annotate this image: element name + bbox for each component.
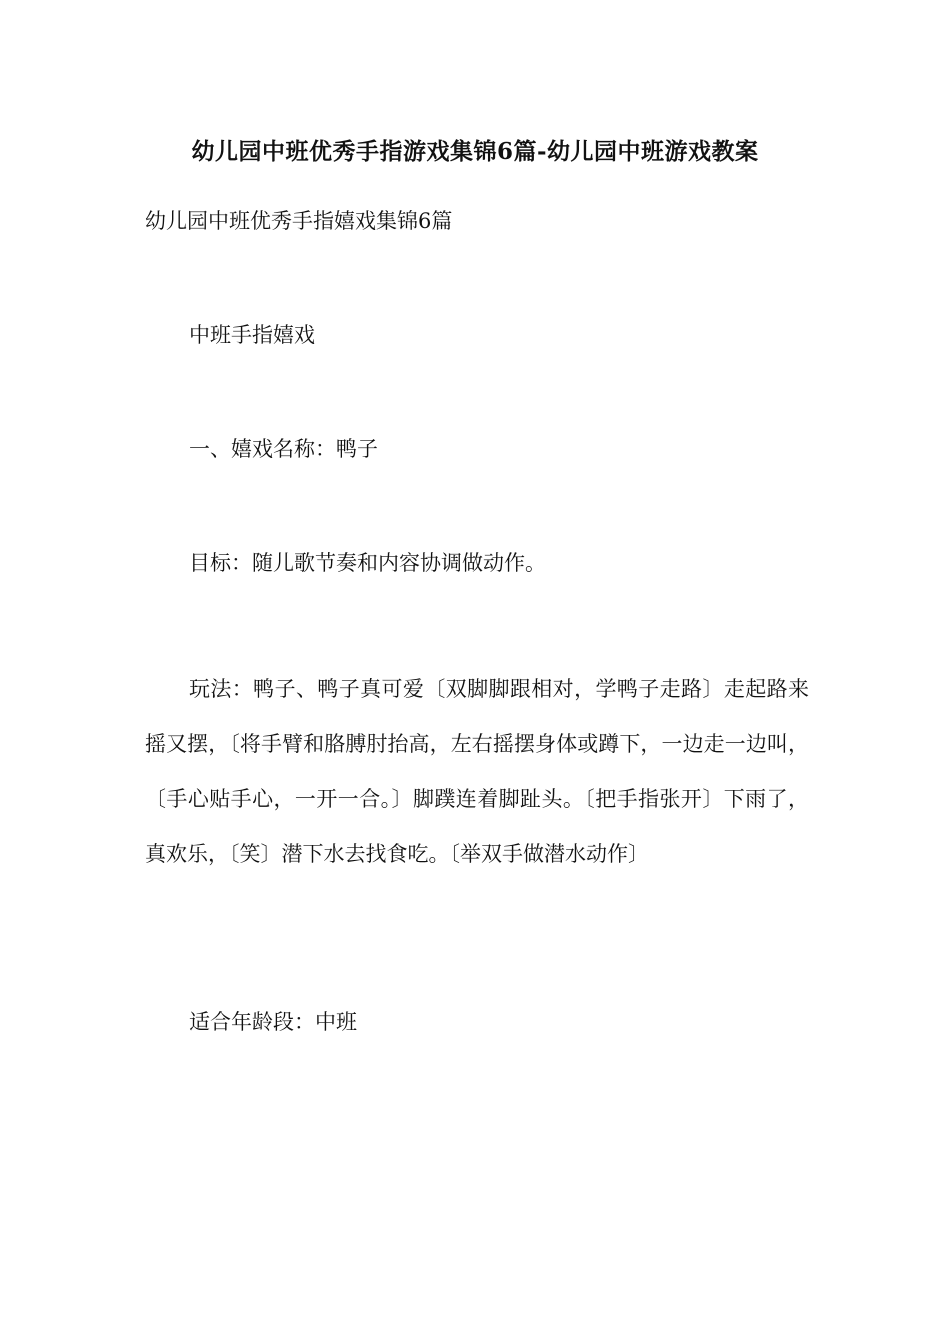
game-name: 一、嬉戏名称：鸭子 [189, 437, 378, 461]
game-goal: 目标：随儿歌节奏和内容协调做动作。 [189, 551, 546, 575]
age-group: 适合年龄段：中班 [189, 1010, 357, 1034]
section-heading: 中班手指嬉戏 [189, 323, 315, 347]
document-title: 幼儿园中班优秀手指游戏集锦6篇-幼儿园中班游戏教案 [191, 138, 759, 165]
document-subtitle: 幼儿园中班优秀手指嬉戏集锦6篇 [145, 209, 453, 233]
play-method-paragraph: 玩法：鸭子、鸭子真可爱〔双脚脚跟相对，学鸭子走路〕走起路来摇又摆，〔将手臂和胳膊肘抬高，左右摇摆身体或蹲下，一边走一边叫，〔手心贴手心，一开一合。〕脚蹼连着脚趾头。〔把手指张开〕下雨了，真欢乐，〔笑〕潜下水去找食吃。〔举双手做潜水动作〕 [145, 677, 809, 866]
